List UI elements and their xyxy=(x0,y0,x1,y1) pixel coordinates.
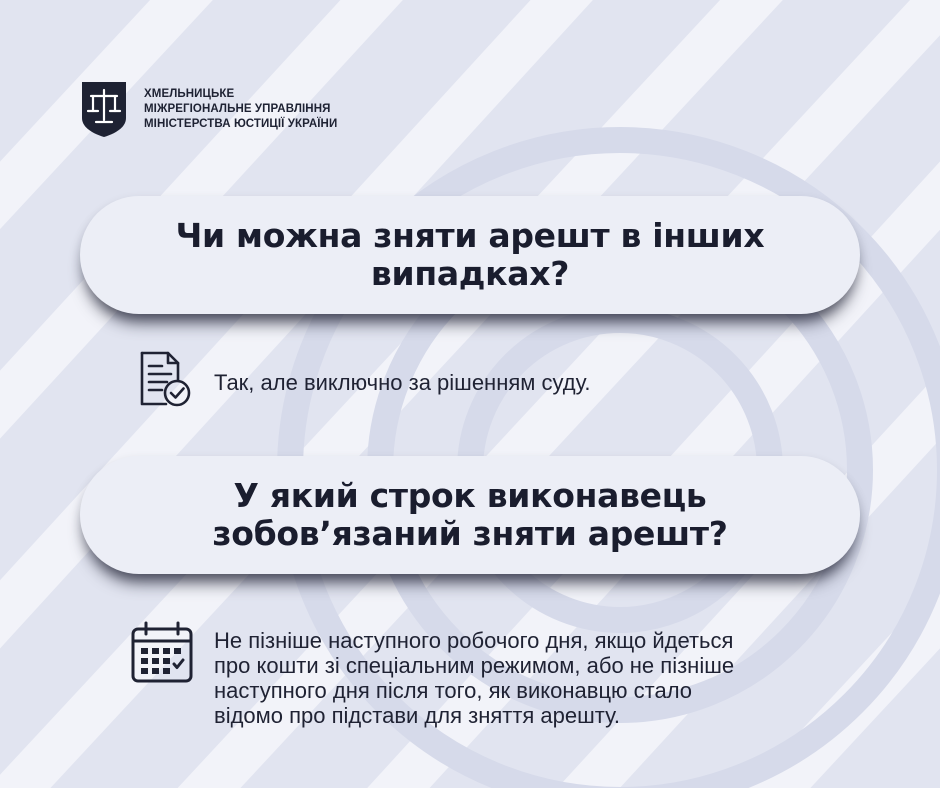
question-line: випадках? xyxy=(370,254,570,293)
answer-text xyxy=(214,628,884,728)
question-line: зобов’язаний зняти арешт? xyxy=(212,514,728,553)
question-line: Чи можна зняти арешт в інших xyxy=(175,216,765,255)
answer-block xyxy=(130,620,884,728)
question-card xyxy=(80,456,860,574)
question-heading xyxy=(212,477,727,553)
answer-line: наступного дня після того, як виконавцю стало xyxy=(214,678,693,703)
answer-block xyxy=(138,350,591,408)
document-check-icon xyxy=(138,350,194,408)
organization-name-line: МІЖРЕГІОНАЛЬНЕ УПРАВЛІННЯ xyxy=(144,102,331,115)
scales-shield-icon xyxy=(80,80,128,138)
organization-logo xyxy=(80,80,337,138)
answer-line: Не пізніше наступного робочого дня, якщо йдеться xyxy=(214,628,734,653)
organization-name-line: ХМЕЛЬНИЦЬКЕ xyxy=(144,87,235,100)
calendar-icon xyxy=(130,620,194,684)
question-line: У який строк виконавець xyxy=(233,476,707,515)
organization-name-line: МІНІСТЕРСТВА ЮСТИЦІЇ УКРАЇНИ xyxy=(144,117,338,130)
question-heading xyxy=(176,217,765,293)
answer-line: відомо про підстави для зняття арешту. xyxy=(214,703,621,728)
question-card xyxy=(80,196,860,314)
organization-name xyxy=(144,87,337,132)
answer-text: Так, але виключно за рішенням суду. xyxy=(214,370,591,395)
answer-line: про кошти зі спеціальним режимом, або не пізніше xyxy=(214,653,735,678)
